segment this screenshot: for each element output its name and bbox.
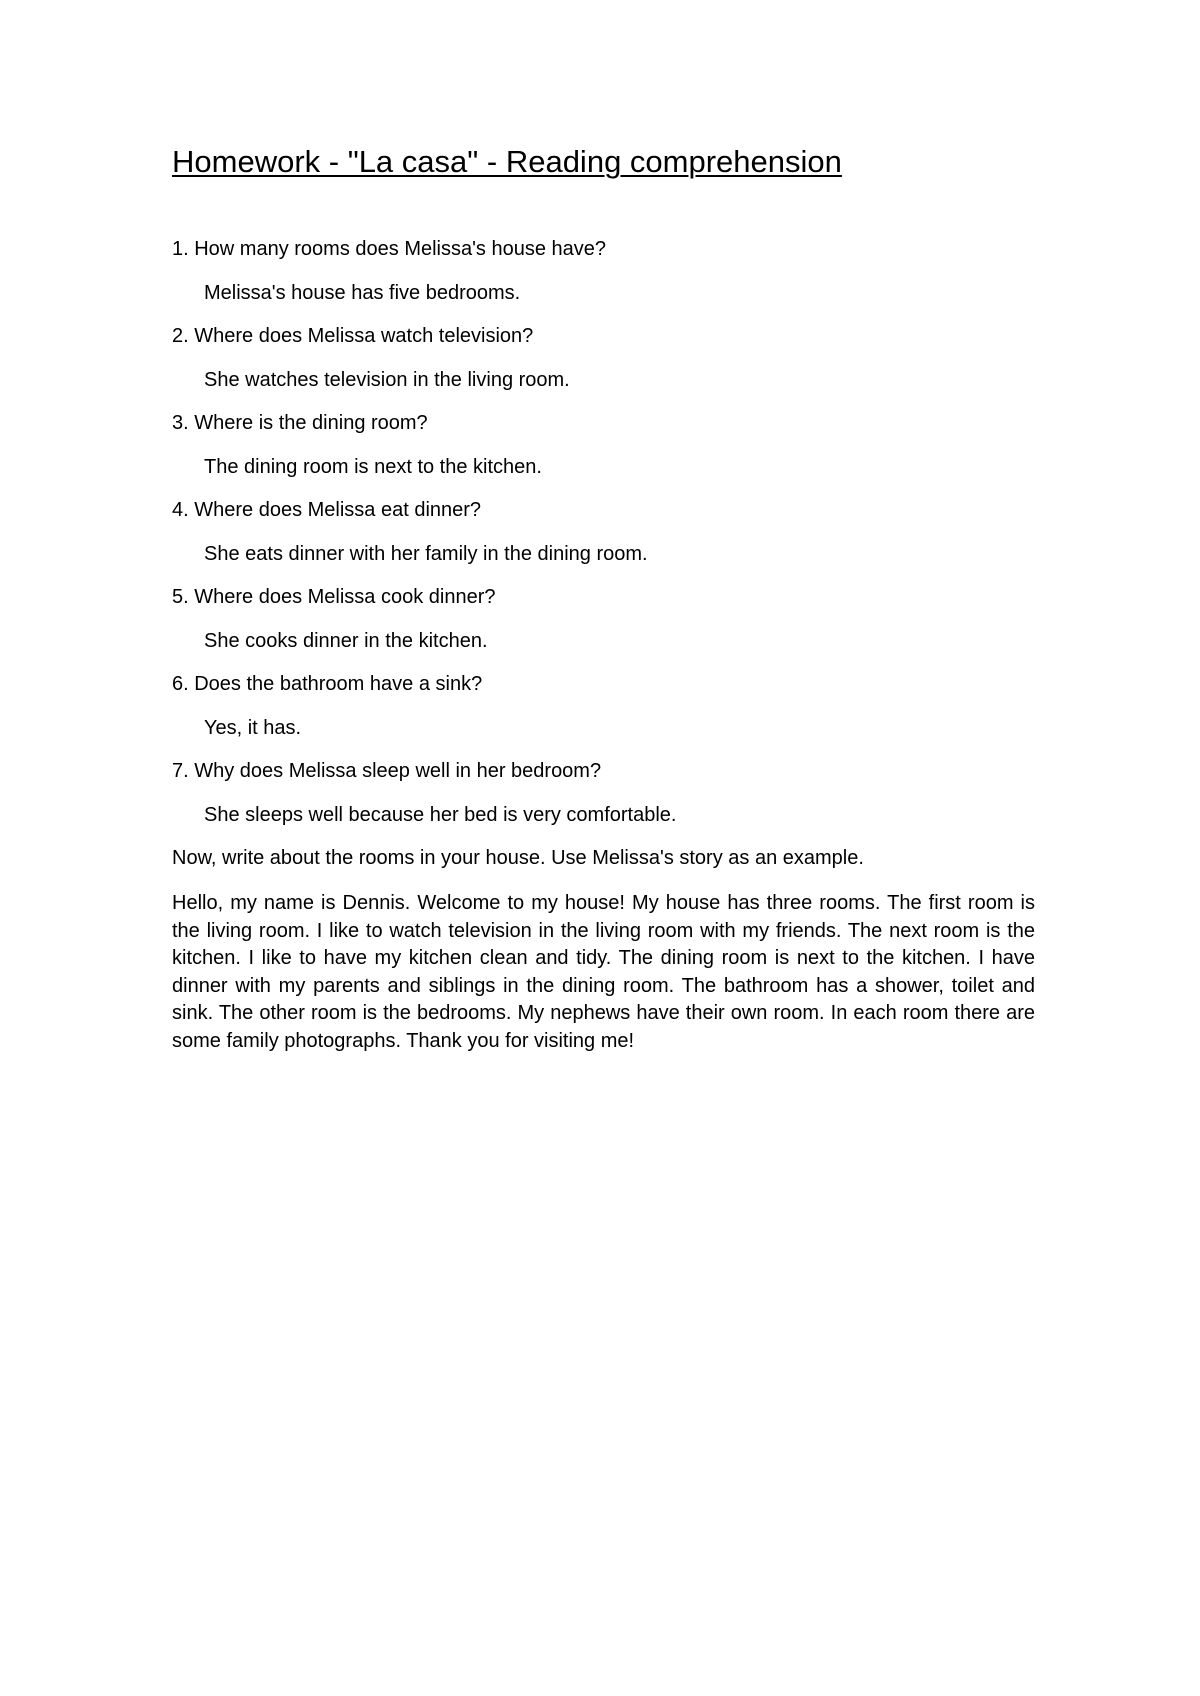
answer-text: Melissa's house has five bedrooms. — [204, 282, 521, 304]
question-text: 6. Does the bathroom have a sink? — [172, 673, 483, 695]
answer-text: Yes, it has. — [204, 717, 302, 739]
question-item — [172, 759, 1040, 846]
document-page — [172, 142, 1040, 1056]
answer-text: She cooks dinner in the kitchen. — [204, 630, 488, 652]
question-list — [172, 237, 1040, 846]
document-title: Homework - "La casa" - Reading comprehension — [172, 144, 842, 179]
writing-prompt: Now, write about the rooms in your house. Use Melissa's story as an example. — [172, 847, 864, 869]
question-text: 3. Where is the dining room? — [172, 412, 428, 434]
question-item — [172, 324, 1040, 411]
question-text: 4. Where does Melissa eat dinner? — [172, 499, 482, 521]
question-text: 7. Why does Melissa sleep well in her bedroom? — [172, 760, 602, 782]
question-item — [172, 498, 1040, 585]
answer-text: She sleeps well because her bed is very comfortable. — [204, 804, 677, 826]
question-text: 2. Where does Melissa watch television? — [172, 325, 534, 347]
story-paragraph: Hello, my name is Dennis. Welcome to my house! My house has three rooms. The first room is the living room. I like to watch television in the living room with my friends. The next room is the kitchen. I like to have my kitchen clean and tidy. The dining room is next to the kitchen. I have dinner with my parents and siblings in the dining room. The bathroom has a shower, toilet and sink. The other room is the bedrooms. My nephews have their own room. In each room there are some family photographs. Thank you for visiting me! — [172, 892, 1035, 1052]
question-text: 5. Where does Melissa cook dinner? — [172, 586, 496, 608]
answer-text: She watches television in the living room. — [204, 369, 570, 391]
question-item — [172, 237, 1040, 324]
question-text: 1. How many rooms does Melissa's house have? — [172, 238, 607, 260]
question-item — [172, 672, 1040, 759]
question-item — [172, 411, 1040, 498]
answer-text: She eats dinner with her family in the dining room. — [204, 543, 648, 565]
question-item — [172, 585, 1040, 672]
answer-text: The dining room is next to the kitchen. — [204, 456, 542, 478]
